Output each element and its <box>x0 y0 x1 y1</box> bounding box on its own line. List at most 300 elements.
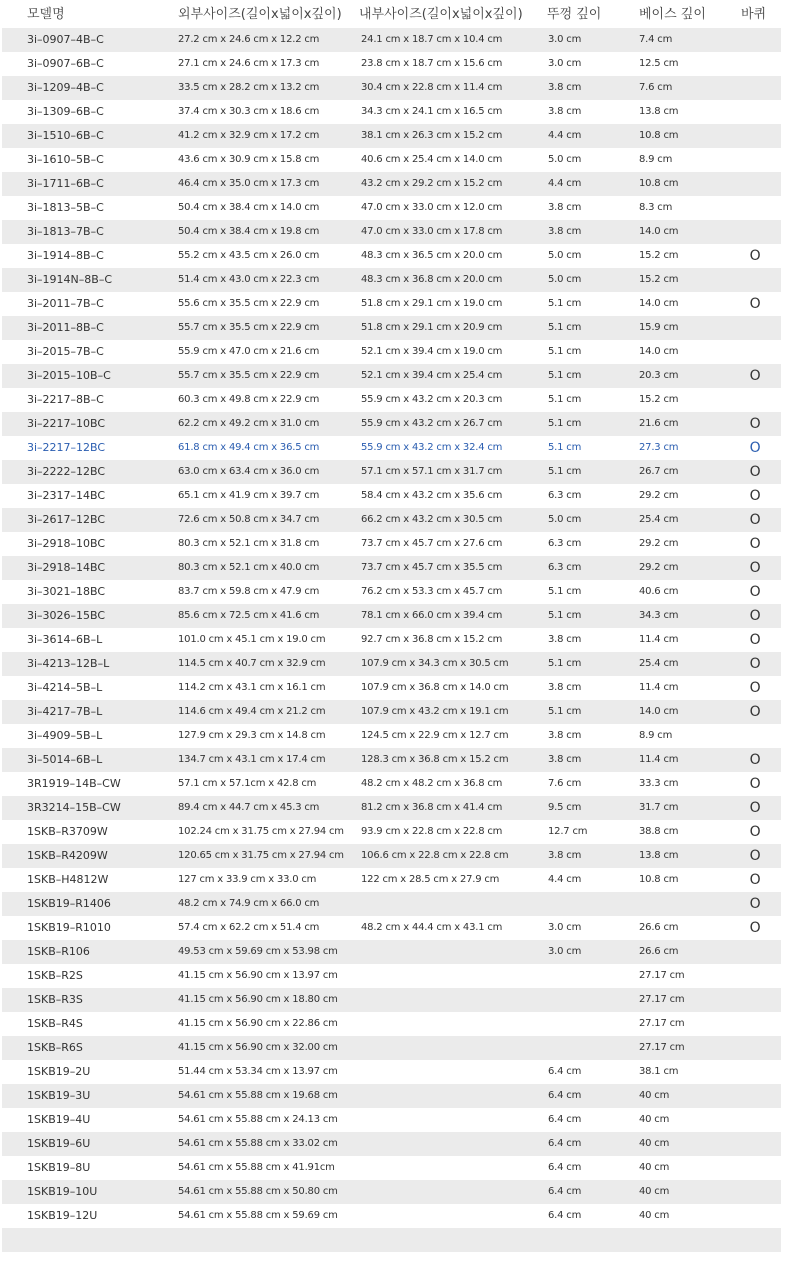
header-wheels: 바퀴 <box>741 7 767 22</box>
model-cell: 3i–3026–15BC <box>27 609 106 622</box>
inner-size-cell: 51.8 cm x 29.1 cm x 19.0 cm <box>361 298 503 309</box>
wheel-cell: O <box>749 608 761 624</box>
base-depth-cell: 40 cm <box>639 1138 670 1149</box>
wheel-cell: O <box>749 632 761 648</box>
wheel-cell: O <box>749 656 761 672</box>
wheel-cell: O <box>749 920 761 936</box>
lid-depth-cell: 5.0 cm <box>548 274 582 285</box>
base-depth-cell: 10.8 cm <box>639 178 679 189</box>
table-row <box>2 1156 781 1180</box>
table-row <box>2 916 781 940</box>
lid-depth-cell: 3.0 cm <box>548 946 582 957</box>
model-cell: 3R1919–14B–CW <box>27 777 121 790</box>
lid-depth-cell: 6.4 cm <box>548 1162 582 1173</box>
table-row <box>2 412 781 436</box>
wheel-cell: O <box>749 368 761 384</box>
model-cell: 3i–4214–5B–L <box>27 681 103 694</box>
table-row <box>2 1012 781 1036</box>
base-depth-cell: 13.8 cm <box>639 106 679 117</box>
table-row <box>2 532 781 556</box>
model-cell: 1SKB19–3U <box>27 1089 91 1102</box>
base-depth-cell: 15.2 cm <box>639 394 679 405</box>
inner-size-cell: 78.1 cm x 66.0 cm x 39.4 cm <box>361 610 503 621</box>
model-cell: 1SKB19–R1406 <box>27 897 111 910</box>
table-row <box>2 124 781 148</box>
inner-size-cell: 52.1 cm x 39.4 cm x 25.4 cm <box>361 370 503 381</box>
lid-depth-cell: 3.8 cm <box>548 202 582 213</box>
lid-depth-cell: 3.0 cm <box>548 34 582 45</box>
outer-size-cell: 55.9 cm x 47.0 cm x 21.6 cm <box>178 346 320 357</box>
inner-size-cell: 40.6 cm x 25.4 cm x 14.0 cm <box>361 154 503 165</box>
lid-depth-cell: 12.7 cm <box>548 826 588 837</box>
outer-size-cell: 63.0 cm x 63.4 cm x 36.0 cm <box>178 466 320 477</box>
table-row <box>2 1060 781 1084</box>
table-row <box>2 340 781 364</box>
outer-size-cell: 54.61 cm x 55.88 cm x 50.80 cm <box>178 1186 338 1197</box>
base-depth-cell: 25.4 cm <box>639 514 679 525</box>
table-row <box>2 724 781 748</box>
model-cell: 3i–1510–6B–C <box>27 129 104 142</box>
lid-depth-cell: 5.1 cm <box>548 442 582 453</box>
lid-depth-cell: 5.1 cm <box>548 370 582 381</box>
table-row <box>2 220 781 244</box>
base-depth-cell: 15.9 cm <box>639 322 679 333</box>
table-row <box>2 772 781 796</box>
inner-size-cell: 92.7 cm x 36.8 cm x 15.2 cm <box>361 634 503 645</box>
base-depth-cell: 40 cm <box>639 1090 670 1101</box>
base-depth-cell: 21.6 cm <box>639 418 679 429</box>
model-cell: 3i–1209–4B–C <box>27 81 104 94</box>
model-cell: 1SKB–R3709W <box>27 825 108 838</box>
inner-size-cell: 81.2 cm x 36.8 cm x 41.4 cm <box>361 802 503 813</box>
lid-depth-cell: 5.1 cm <box>548 394 582 405</box>
model-cell: 3i–2918–10BC <box>27 537 106 550</box>
inner-size-cell: 107.9 cm x 36.8 cm x 14.0 cm <box>361 682 509 693</box>
outer-size-cell: 41.15 cm x 56.90 cm x 13.97 cm <box>178 970 338 981</box>
wheel-cell: O <box>749 872 761 888</box>
base-depth-cell: 40 cm <box>639 1210 670 1221</box>
outer-size-cell: 80.3 cm x 52.1 cm x 31.8 cm <box>178 538 320 549</box>
lid-depth-cell: 4.4 cm <box>548 874 582 885</box>
outer-size-cell: 41.15 cm x 56.90 cm x 32.00 cm <box>178 1042 338 1053</box>
model-cell: 1SKB19–R1010 <box>27 921 111 934</box>
model-cell: 1SKB19–4U <box>27 1113 91 1126</box>
outer-size-cell: 50.4 cm x 38.4 cm x 19.8 cm <box>178 226 320 237</box>
outer-size-cell: 54.61 cm x 55.88 cm x 41.91cm <box>178 1162 335 1173</box>
table-row <box>2 196 781 220</box>
inner-size-cell: 43.2 cm x 29.2 cm x 15.2 cm <box>361 178 503 189</box>
base-depth-cell: 26.7 cm <box>639 466 679 477</box>
outer-size-cell: 134.7 cm x 43.1 cm x 17.4 cm <box>178 754 326 765</box>
model-cell: 1SKB–R6S <box>27 1041 83 1054</box>
lid-depth-cell: 6.3 cm <box>548 490 582 501</box>
table-row <box>2 388 781 412</box>
table-row <box>2 28 781 52</box>
outer-size-cell: 27.1 cm x 24.6 cm x 17.3 cm <box>178 58 320 69</box>
base-depth-cell: 20.3 cm <box>639 370 679 381</box>
model-cell: 1SKB19–12U <box>27 1209 98 1222</box>
lid-depth-cell: 3.8 cm <box>548 730 582 741</box>
inner-size-cell: 23.8 cm x 18.7 cm x 15.6 cm <box>361 58 503 69</box>
model-cell: 1SKB19–6U <box>27 1137 91 1150</box>
lid-depth-cell: 6.4 cm <box>548 1138 582 1149</box>
lid-depth-cell: 5.1 cm <box>548 466 582 477</box>
base-depth-cell: 38.1 cm <box>639 1066 679 1077</box>
lid-depth-cell: 3.8 cm <box>548 682 582 693</box>
outer-size-cell: 55.2 cm x 43.5 cm x 26.0 cm <box>178 250 320 261</box>
model-cell: 3i–2217–8B–C <box>27 393 104 406</box>
lid-depth-cell: 5.1 cm <box>548 658 582 669</box>
model-cell: 3i–3614–6B–L <box>27 633 103 646</box>
inner-size-cell: 107.9 cm x 43.2 cm x 19.1 cm <box>361 706 509 717</box>
model-cell: 3i–2217–10BC <box>27 417 106 430</box>
lid-depth-cell: 6.3 cm <box>548 538 582 549</box>
wheel-cell: O <box>749 560 761 576</box>
inner-size-cell: 55.9 cm x 43.2 cm x 20.3 cm <box>361 394 503 405</box>
table-row <box>2 652 781 676</box>
outer-size-cell: 57.1 cm x 57.1cm x 42.8 cm <box>178 778 317 789</box>
outer-size-cell: 37.4 cm x 30.3 cm x 18.6 cm <box>178 106 320 117</box>
base-depth-cell: 11.4 cm <box>639 634 679 645</box>
outer-size-cell: 55.6 cm x 35.5 cm x 22.9 cm <box>178 298 320 309</box>
lid-depth-cell: 5.1 cm <box>548 610 582 621</box>
table-row <box>2 292 781 316</box>
inner-size-cell: 24.1 cm x 18.7 cm x 10.4 cm <box>361 34 503 45</box>
outer-size-cell: 48.2 cm x 74.9 cm x 66.0 cm <box>178 898 320 909</box>
inner-size-cell: 47.0 cm x 33.0 cm x 12.0 cm <box>361 202 503 213</box>
base-depth-cell: 29.2 cm <box>639 562 679 573</box>
outer-size-cell: 46.4 cm x 35.0 cm x 17.3 cm <box>178 178 320 189</box>
model-cell: 3i–2222–12BC <box>27 465 106 478</box>
table-row <box>2 676 781 700</box>
base-depth-cell: 8.9 cm <box>639 154 673 165</box>
model-cell: 3i–0907–6B–C <box>27 57 104 70</box>
model-cell: 3i–4217–7B–L <box>27 705 103 718</box>
base-depth-cell: 11.4 cm <box>639 754 679 765</box>
outer-size-cell: 51.4 cm x 43.0 cm x 22.3 cm <box>178 274 320 285</box>
wheel-cell: O <box>749 704 761 720</box>
table-row <box>2 604 781 628</box>
table-row <box>2 844 781 868</box>
outer-size-cell: 83.7 cm x 59.8 cm x 47.9 cm <box>178 586 320 597</box>
lid-depth-cell: 6.4 cm <box>548 1066 582 1077</box>
lid-depth-cell: 5.1 cm <box>548 706 582 717</box>
model-cell: 3i–1309–6B–C <box>27 105 104 118</box>
base-depth-cell: 15.2 cm <box>639 250 679 261</box>
base-depth-cell: 29.2 cm <box>639 490 679 501</box>
base-depth-cell: 40.6 cm <box>639 586 679 597</box>
inner-size-cell: 58.4 cm x 43.2 cm x 35.6 cm <box>361 490 503 501</box>
wheel-cell: O <box>749 680 761 696</box>
model-cell: 3i–2011–8B–C <box>27 321 104 334</box>
outer-size-cell: 57.4 cm x 62.2 cm x 51.4 cm <box>178 922 320 933</box>
table-row <box>2 484 781 508</box>
spec-table-body <box>2 28 781 1252</box>
inner-size-cell: 52.1 cm x 39.4 cm x 19.0 cm <box>361 346 503 357</box>
header-model: 모델명 <box>27 7 65 22</box>
lid-depth-cell: 9.5 cm <box>548 802 582 813</box>
base-depth-cell: 26.6 cm <box>639 922 679 933</box>
table-row <box>2 580 781 604</box>
model-cell: 3i–2011–7B–C <box>27 297 104 310</box>
inner-size-cell: 73.7 cm x 45.7 cm x 27.6 cm <box>361 538 503 549</box>
base-depth-cell: 14.0 cm <box>639 298 679 309</box>
lid-depth-cell: 3.8 cm <box>548 634 582 645</box>
base-depth-cell: 14.0 cm <box>639 706 679 717</box>
model-cell: 1SKB–R4209W <box>27 849 108 862</box>
model-cell: 3i–5014–6B–L <box>27 753 103 766</box>
base-depth-cell: 27.17 cm <box>639 970 685 981</box>
table-row <box>2 100 781 124</box>
lid-depth-cell: 5.0 cm <box>548 250 582 261</box>
inner-size-cell: 48.2 cm x 48.2 cm x 36.8 cm <box>361 778 503 789</box>
table-row <box>2 76 781 100</box>
lid-depth-cell: 5.1 cm <box>548 346 582 357</box>
outer-size-cell: 120.65 cm x 31.75 cm x 27.94 cm <box>178 850 344 861</box>
inner-size-cell: 55.9 cm x 43.2 cm x 32.4 cm <box>361 442 503 453</box>
model-cell: 3i–4213–12B–L <box>27 657 110 670</box>
base-depth-cell: 40 cm <box>639 1186 670 1197</box>
model-cell: 3i–4909–5B–L <box>27 729 103 742</box>
inner-size-cell: 34.3 cm x 24.1 cm x 16.5 cm <box>361 106 503 117</box>
table-row <box>2 364 781 388</box>
wheel-cell: O <box>749 416 761 432</box>
lid-depth-cell: 6.4 cm <box>548 1186 582 1197</box>
table-row <box>2 1228 781 1252</box>
wheel-cell: O <box>749 896 761 912</box>
lid-depth-cell: 6.4 cm <box>548 1114 582 1125</box>
table-row <box>2 556 781 580</box>
base-depth-cell: 10.8 cm <box>639 874 679 885</box>
wheel-cell: O <box>749 536 761 552</box>
table-row <box>2 892 781 916</box>
lid-depth-cell: 6.4 cm <box>548 1090 582 1101</box>
model-cell: 3i–3021–18BC <box>27 585 106 598</box>
base-depth-cell: 38.8 cm <box>639 826 679 837</box>
wheel-cell: O <box>749 800 761 816</box>
lid-depth-cell: 6.3 cm <box>548 562 582 573</box>
lid-depth-cell: 4.4 cm <box>548 130 582 141</box>
table-row <box>2 316 781 340</box>
inner-size-cell: 30.4 cm x 22.8 cm x 11.4 cm <box>361 82 503 93</box>
base-depth-cell: 27.17 cm <box>639 994 685 1005</box>
outer-size-cell: 65.1 cm x 41.9 cm x 39.7 cm <box>178 490 320 501</box>
wheel-cell: O <box>749 824 761 840</box>
wheel-cell: O <box>749 296 761 312</box>
outer-size-cell: 114.5 cm x 40.7 cm x 32.9 cm <box>178 658 326 669</box>
lid-depth-cell: 3.0 cm <box>548 922 582 933</box>
model-cell: 3i–2015–7B–C <box>27 345 104 358</box>
base-depth-cell: 7.6 cm <box>639 82 673 93</box>
base-depth-cell: 27.17 cm <box>639 1042 685 1053</box>
table-row <box>2 52 781 76</box>
base-depth-cell: 26.6 cm <box>639 946 679 957</box>
model-cell: 1SKB–R2S <box>27 969 83 982</box>
table-row <box>2 1036 781 1060</box>
wheel-cell: O <box>749 848 761 864</box>
base-depth-cell: 31.7 cm <box>639 802 679 813</box>
table-row <box>2 1108 781 1132</box>
outer-size-cell: 114.6 cm x 49.4 cm x 21.2 cm <box>178 706 326 717</box>
model-cell: 1SKB–R4S <box>27 1017 83 1030</box>
table-row <box>2 628 781 652</box>
inner-size-cell: 106.6 cm x 22.8 cm x 22.8 cm <box>361 850 509 861</box>
outer-size-cell: 54.61 cm x 55.88 cm x 59.69 cm <box>178 1210 338 1221</box>
outer-size-cell: 49.53 cm x 59.69 cm x 53.98 cm <box>178 946 338 957</box>
lid-depth-cell: 3.8 cm <box>548 850 582 861</box>
model-cell: 3i–2617–12BC <box>27 513 106 526</box>
base-depth-cell: 27.3 cm <box>639 442 679 453</box>
model-cell: 1SKB19–2U <box>27 1065 91 1078</box>
header-base-depth: 베이스 깊이 <box>639 7 706 22</box>
outer-size-cell: 54.61 cm x 55.88 cm x 33.02 cm <box>178 1138 338 1149</box>
inner-size-cell: 122 cm x 28.5 cm x 27.9 cm <box>361 874 500 885</box>
table-row <box>2 1084 781 1108</box>
inner-size-cell: 128.3 cm x 36.8 cm x 15.2 cm <box>361 754 509 765</box>
base-depth-cell: 14.0 cm <box>639 226 679 237</box>
inner-size-cell: 57.1 cm x 57.1 cm x 31.7 cm <box>361 466 503 477</box>
model-cell: 3i–1610–5B–C <box>27 153 104 166</box>
outer-size-cell: 127.9 cm x 29.3 cm x 14.8 cm <box>178 730 326 741</box>
outer-size-cell: 101.0 cm x 45.1 cm x 19.0 cm <box>178 634 326 645</box>
lid-depth-cell: 4.4 cm <box>548 178 582 189</box>
model-cell: 3i–1914N–8B–C <box>27 273 113 286</box>
outer-size-cell: 102.24 cm x 31.75 cm x 27.94 cm <box>178 826 344 837</box>
inner-size-cell: 73.7 cm x 45.7 cm x 35.5 cm <box>361 562 503 573</box>
wheel-cell: O <box>749 440 761 456</box>
base-depth-cell: 15.2 cm <box>639 274 679 285</box>
outer-size-cell: 33.5 cm x 28.2 cm x 13.2 cm <box>178 82 320 93</box>
table-row <box>2 172 781 196</box>
outer-size-cell: 55.7 cm x 35.5 cm x 22.9 cm <box>178 370 320 381</box>
model-cell: 1SKB–H4812W <box>27 873 109 886</box>
lid-depth-cell: 6.4 cm <box>548 1210 582 1221</box>
lid-depth-cell: 3.8 cm <box>548 106 582 117</box>
lid-depth-cell: 7.6 cm <box>548 778 582 789</box>
outer-size-cell: 41.15 cm x 56.90 cm x 18.80 cm <box>178 994 338 1005</box>
table-row <box>2 940 781 964</box>
model-cell: 1SKB19–8U <box>27 1161 91 1174</box>
inner-size-cell: 76.2 cm x 53.3 cm x 45.7 cm <box>361 586 503 597</box>
outer-size-cell: 41.2 cm x 32.9 cm x 17.2 cm <box>178 130 320 141</box>
inner-size-cell: 51.8 cm x 29.1 cm x 20.9 cm <box>361 322 503 333</box>
base-depth-cell: 7.4 cm <box>639 34 673 45</box>
lid-depth-cell: 3.8 cm <box>548 226 582 237</box>
outer-size-cell: 50.4 cm x 38.4 cm x 14.0 cm <box>178 202 320 213</box>
base-depth-cell: 13.8 cm <box>639 850 679 861</box>
lid-depth-cell: 3.8 cm <box>548 82 582 93</box>
table-row <box>2 988 781 1012</box>
wheel-cell: O <box>749 488 761 504</box>
model-cell: 3i–0907–4B–C <box>27 33 104 46</box>
lid-depth-cell: 3.0 cm <box>548 58 582 69</box>
wheel-cell: O <box>749 776 761 792</box>
model-cell: 3i–1813–5B–C <box>27 201 104 214</box>
base-depth-cell: 27.17 cm <box>639 1018 685 1029</box>
table-row <box>2 796 781 820</box>
outer-size-cell: 72.6 cm x 50.8 cm x 34.7 cm <box>178 514 320 525</box>
inner-size-cell: 47.0 cm x 33.0 cm x 17.8 cm <box>361 226 503 237</box>
outer-size-cell: 114.2 cm x 43.1 cm x 16.1 cm <box>178 682 326 693</box>
model-cell: 3i–1813–7B–C <box>27 225 104 238</box>
table-row <box>2 436 781 460</box>
table-row <box>2 820 781 844</box>
base-depth-cell: 14.0 cm <box>639 346 679 357</box>
table-row <box>2 1132 781 1156</box>
header-outer-size: 외부사이즈(길이x넓이x깊이) <box>178 7 342 22</box>
model-cell: 3R3214–15B–CW <box>27 801 121 814</box>
lid-depth-cell: 5.0 cm <box>548 154 582 165</box>
lid-depth-cell: 3.8 cm <box>548 754 582 765</box>
model-cell: 1SKB–R3S <box>27 993 83 1006</box>
table-row <box>2 1180 781 1204</box>
base-depth-cell: 25.4 cm <box>639 658 679 669</box>
outer-size-cell: 89.4 cm x 44.7 cm x 45.3 cm <box>178 802 320 813</box>
outer-size-cell: 61.8 cm x 49.4 cm x 36.5 cm <box>178 442 320 453</box>
table-row <box>2 244 781 268</box>
outer-size-cell: 80.3 cm x 52.1 cm x 40.0 cm <box>178 562 320 573</box>
table-row <box>2 748 781 772</box>
outer-size-cell: 41.15 cm x 56.90 cm x 22.86 cm <box>178 1018 338 1029</box>
inner-size-cell: 48.3 cm x 36.5 cm x 20.0 cm <box>361 250 503 261</box>
table-row <box>2 148 781 172</box>
base-depth-cell: 8.9 cm <box>639 730 673 741</box>
base-depth-cell: 29.2 cm <box>639 538 679 549</box>
outer-size-cell: 55.7 cm x 35.5 cm x 22.9 cm <box>178 322 320 333</box>
wheel-cell: O <box>749 512 761 528</box>
inner-size-cell: 93.9 cm x 22.8 cm x 22.8 cm <box>361 826 503 837</box>
outer-size-cell: 43.6 cm x 30.9 cm x 15.8 cm <box>178 154 320 165</box>
table-row <box>2 1204 781 1228</box>
model-cell: 3i–2217–12BC <box>27 441 106 454</box>
base-depth-cell: 33.3 cm <box>639 778 679 789</box>
wheel-cell: O <box>749 752 761 768</box>
inner-size-cell: 48.2 cm x 44.4 cm x 43.1 cm <box>361 922 503 933</box>
inner-size-cell: 124.5 cm x 22.9 cm x 12.7 cm <box>361 730 509 741</box>
inner-size-cell: 66.2 cm x 43.2 cm x 30.5 cm <box>361 514 503 525</box>
header-inner-size: 내부사이즈(길이x넓이x깊이) <box>359 7 523 22</box>
base-depth-cell: 40 cm <box>639 1162 670 1173</box>
lid-depth-cell: 5.0 cm <box>548 514 582 525</box>
model-cell: 1SKB–R106 <box>27 945 90 958</box>
base-depth-cell: 11.4 cm <box>639 682 679 693</box>
outer-size-cell: 54.61 cm x 55.88 cm x 19.68 cm <box>178 1090 338 1101</box>
model-cell: 3i–1914–8B–C <box>27 249 104 262</box>
outer-size-cell: 60.3 cm x 49.8 cm x 22.9 cm <box>178 394 320 405</box>
base-depth-cell: 8.3 cm <box>639 202 673 213</box>
outer-size-cell: 127 cm x 33.9 cm x 33.0 cm <box>178 874 317 885</box>
lid-depth-cell: 5.1 cm <box>548 322 582 333</box>
model-cell: 3i–1711–6B–C <box>27 177 104 190</box>
outer-size-cell: 51.44 cm x 53.34 cm x 13.97 cm <box>178 1066 338 1077</box>
table-row <box>2 868 781 892</box>
inner-size-cell: 48.3 cm x 36.8 cm x 20.0 cm <box>361 274 503 285</box>
outer-size-cell: 54.61 cm x 55.88 cm x 24.13 cm <box>178 1114 338 1125</box>
model-cell: 3i–2015–10B–C <box>27 369 111 382</box>
model-cell: 3i–2918–14BC <box>27 561 106 574</box>
wheel-cell: O <box>749 584 761 600</box>
inner-size-cell: 107.9 cm x 34.3 cm x 30.5 cm <box>361 658 509 669</box>
lid-depth-cell: 5.1 cm <box>548 586 582 597</box>
base-depth-cell: 34.3 cm <box>639 610 679 621</box>
model-cell: 1SKB19–10U <box>27 1185 98 1198</box>
outer-size-cell: 62.2 cm x 49.2 cm x 31.0 cm <box>178 418 320 429</box>
model-cell: 3i–2317–14BC <box>27 489 106 502</box>
wheel-cell: O <box>749 248 761 264</box>
outer-size-cell: 27.2 cm x 24.6 cm x 12.2 cm <box>178 34 320 45</box>
header-lid-depth: 뚜껑 깊이 <box>547 7 602 22</box>
table-row <box>2 460 781 484</box>
